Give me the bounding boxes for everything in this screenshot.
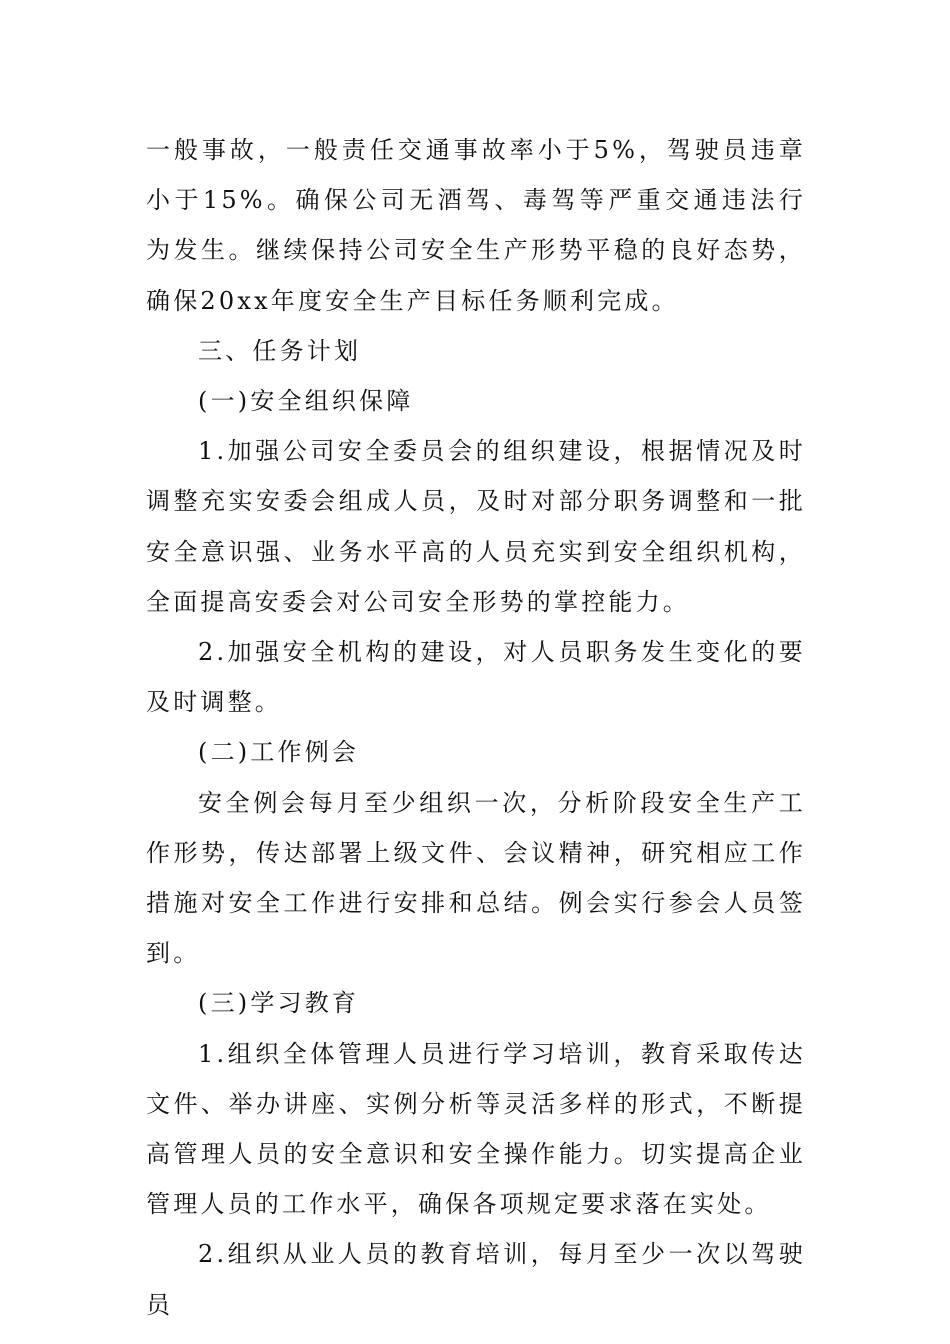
paragraph-management-training: 1.组织全体管理人员进行学习培训，教育采取传达文件、举办讲座、实例分析等灵活多样的形式，不断提高管理人员的安全意识和安全操作能力。切实提高企业管理人员的工作水平，确保各项规定要求落在实处。 [146,1039,806,1219]
section-heading-task-plan: 三、任务计划 [198,336,362,365]
subheading-study-education: (三)学习教育 [198,989,360,1018]
subheading-safety-organization: (一)安全组织保障 [198,387,414,416]
document-page [146,125,806,1330]
paragraph-safety-agency: 2.加强安全机构的建设，对人员职务发生变化的要及时调整。 [146,638,806,717]
paragraph-accident-targets: 一般事故，一般责任交通事故率小于5%，驾驶员违章小于15%。确保公司无酒驾、毒驾等严重交通违法行为发生。继续保持公司安全生产形势平稳的良好态势，确保20xx年度安全生产目标任务顺利完成。 [146,136,806,315]
paragraph-staff-training: 2.组织从业人员的教育培训，每月至少一次以驾驶员 [146,1240,806,1319]
paragraph-committee-building: 1.加强公司安全委员会的组织建设，根据情况及时调整充实安委会组成人员，及时对部分职务调整和一批安全意识强、业务水平高的人员充实到安全组织机构，全面提高安委会对公司安全形势的掌控能力。 [146,437,806,616]
subheading-work-meetings: (二)工作例会 [198,738,360,767]
paragraph-monthly-meeting: 安全例会每月至少组织一次，分析阶段安全生产工作形势，传达部署上级文件、会议精神，研究相应工作措施对安全工作进行安排和总结。例会实行参会人员签到。 [146,788,806,968]
